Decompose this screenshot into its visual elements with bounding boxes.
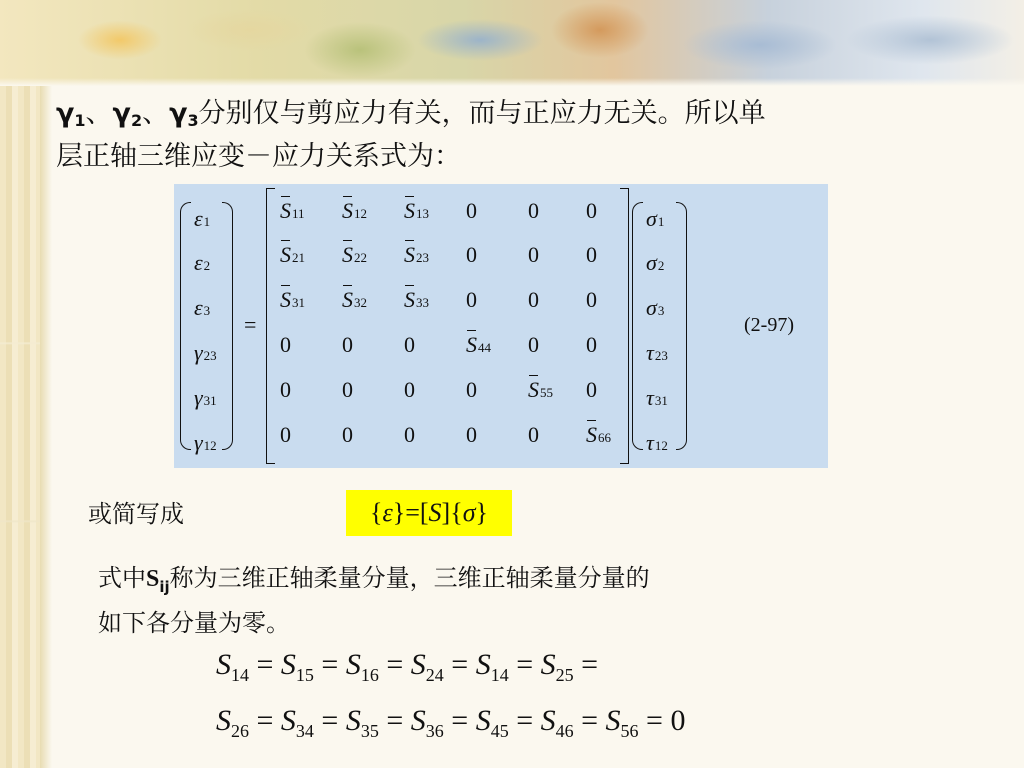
compliance-component: $S_{36}$ — [410, 704, 444, 741]
compliance-matrix-entry: 0 — [586, 198, 597, 223]
compliance-matrix-entry: S21 — [280, 242, 305, 267]
equals-sign: = — [378, 648, 411, 681]
matrix-left-bracket — [266, 188, 275, 464]
compliance-matrix-entry: 0 — [404, 422, 415, 447]
compliance-matrix-entry: 0 — [342, 332, 353, 357]
zero-components-equation-line-1 — [216, 648, 598, 686]
strain-component: ε2 — [194, 250, 211, 275]
compliance-matrix-entry: S33 — [404, 287, 429, 312]
stress-component: τ12 — [646, 430, 668, 455]
strain-component: ε3 — [194, 295, 211, 320]
compliance-matrix-entry: 0 — [342, 377, 353, 402]
compliance-matrix-entry: S11 — [280, 198, 305, 223]
compliance-component: $S_{45}$ — [475, 704, 509, 741]
compliance-matrix-entry: 0 — [466, 198, 477, 223]
compliance-component: $S_{14}$ — [475, 648, 509, 685]
stress-component: τ31 — [646, 385, 668, 410]
strain-vector-right-brace — [222, 202, 233, 450]
strain-vector-left-brace — [180, 202, 191, 450]
compliance-matrix-entry: 0 — [466, 287, 477, 312]
stress-component: σ2 — [646, 250, 665, 275]
stress-component: τ23 — [646, 340, 668, 365]
compliance-matrix-entry: S13 — [404, 198, 429, 223]
compliance-matrix-entry: 0 — [466, 242, 477, 267]
compliance-matrix-entry: S22 — [342, 242, 367, 267]
compliance-matrix-entry: S55 — [528, 377, 553, 402]
compliance-component: $S_{34}$ — [280, 704, 314, 741]
stress-component: σ1 — [646, 206, 665, 231]
equals-sign: = — [378, 704, 411, 737]
equals-sign: = — [508, 648, 541, 681]
compliance-matrix-entry: 0 — [528, 242, 539, 267]
compliance-matrix-entry: 0 — [280, 332, 291, 357]
compliance-matrix-entry: 0 — [280, 422, 291, 447]
equals-sign: = — [573, 704, 606, 737]
compliance-matrix-entry: 0 — [342, 422, 353, 447]
compliance-matrix-entry: 0 — [586, 287, 597, 312]
compliance-component: $S_{46}$ — [540, 704, 574, 741]
compliance-matrix-entry: 0 — [466, 422, 477, 447]
compliance-matrix-entry: S66 — [586, 422, 611, 447]
compliance-description: 式中$S_{ij}$称为三维正轴柔量分量，三维正轴柔量分量的 如下各分量为零。 — [98, 564, 650, 637]
background-left-strip — [0, 0, 52, 768]
compliance-matrix-entry: 0 — [528, 332, 539, 357]
short-form-label: 或简写成 — [88, 500, 184, 528]
compliance-component: $S_{15}$ — [280, 648, 314, 685]
stress-component: σ3 — [646, 295, 665, 320]
compliance-component: $S_{14}$ — [216, 648, 249, 685]
background-top-banner — [0, 0, 1024, 86]
short-form-equation: { ε }=[ S ]{ σ } — [346, 490, 512, 536]
equals-sign: = — [313, 704, 346, 737]
compliance-matrix-entry: 0 — [586, 242, 597, 267]
compliance-component: $S_{26}$ — [216, 704, 249, 741]
equals-sign: = — [573, 648, 599, 681]
equals-sign: = — [244, 312, 257, 337]
strain-component: ε1 — [194, 206, 211, 231]
zero-components-equation-line-2 — [216, 704, 685, 742]
matrix-right-bracket — [620, 188, 629, 464]
compliance-matrix-entry: 0 — [528, 422, 539, 447]
compliance-matrix-entry: S12 — [342, 198, 367, 223]
strain-component: γ23 — [194, 340, 217, 365]
compliance-matrix-entry: S32 — [342, 287, 367, 312]
equals-sign: = — [313, 648, 346, 681]
equals-sign: = — [249, 704, 281, 737]
strain-component: γ12 — [194, 430, 217, 455]
equals-sign: = — [443, 704, 476, 737]
compliance-matrix-entry: 0 — [466, 377, 477, 402]
equals-sign: = — [508, 704, 541, 737]
compliance-matrix-entry: 0 — [528, 198, 539, 223]
compliance-matrix-entry: S23 — [404, 242, 429, 267]
compliance-component: $S_{24}$ — [410, 648, 444, 685]
compliance-component: $S_{56}$ — [605, 704, 639, 741]
compliance-matrix-entry: 0 — [280, 377, 291, 402]
constitutive-equation-box — [174, 184, 828, 468]
compliance-matrix-entry: 0 — [586, 377, 597, 402]
compliance-component: $S_{25}$ — [540, 648, 574, 685]
compliance-matrix-entry: 0 — [404, 332, 415, 357]
strain-component: γ31 — [194, 385, 217, 410]
compliance-component: $S_{35}$ — [345, 704, 379, 741]
slide-heading: $\gamma_1$、$\gamma_2$、$\gamma_3$分别仅与剪应力有关，而与正应力无关。所以单 层正轴三维应变－应力关系式为： — [56, 98, 766, 172]
compliance-matrix-entry: 0 — [528, 287, 539, 312]
stress-vector-left-brace — [632, 202, 643, 450]
compliance-matrix-entry: S44 — [466, 332, 491, 357]
equals-sign: = — [249, 648, 281, 681]
equation-number: (2-97) — [744, 314, 794, 336]
compliance-matrix-entry: S31 — [280, 287, 305, 312]
zero-value: 0 — [670, 704, 686, 737]
compliance-matrix-entry: 0 — [404, 377, 415, 402]
equals-sign: = — [443, 648, 476, 681]
equals-sign: = — [638, 704, 671, 737]
stress-vector-right-brace — [676, 202, 687, 450]
compliance-component: $S_{16}$ — [345, 648, 379, 685]
compliance-matrix-entry: 0 — [586, 332, 597, 357]
